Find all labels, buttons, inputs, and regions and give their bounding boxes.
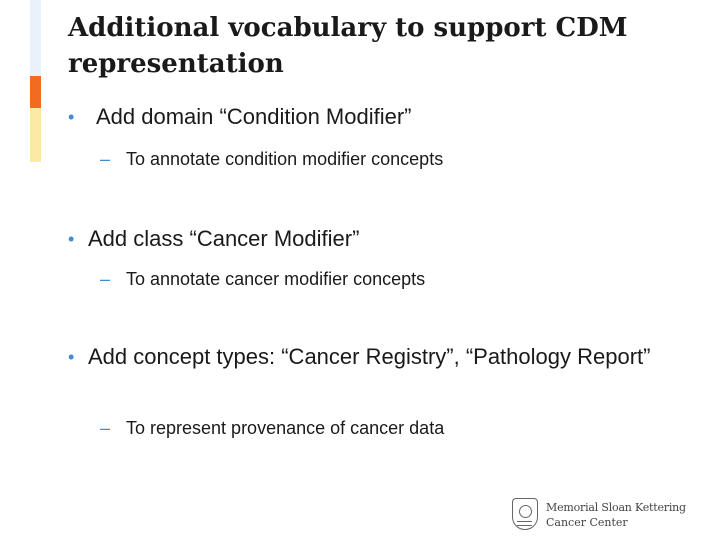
logo-name-line1: Memorial Sloan Kettering [546,501,686,514]
sub-bullet-item-1 [100,147,680,171]
bullet-text: Add concept types: “Cancer Registry”, “Pathology Report” [88,344,651,369]
accent-bar-middle [30,76,41,108]
sub-bullet-text: To annotate cancer modifier concepts [126,269,426,289]
msk-seal-icon [512,498,538,530]
bullet-item-3 [70,343,680,371]
logo-name-line2: Cancer Center [546,516,628,529]
sub-bullet-marker: – [100,269,111,289]
accent-bar-bottom [30,108,41,162]
sub-bullet-text: To annotate condition modifier concepts [126,149,444,169]
bullet-marker: • [68,347,75,367]
sub-bullet-text: To represent provenance of cancer data [126,418,445,438]
bullet-marker: • [68,107,75,127]
bullet-item-1 [70,103,680,131]
bullet-text: Add domain “Condition Modifier” [96,104,412,129]
sub-bullet-item-3 [100,416,680,440]
sub-bullet-marker: – [100,149,111,169]
bullet-marker: • [68,229,75,249]
sub-bullet-item-2 [100,267,680,291]
bullet-item-2 [70,225,680,253]
msk-logo [512,498,686,532]
sub-bullet-marker: – [100,418,111,438]
slide-title: Additional vocabulary to support CDM representation [68,13,628,79]
accent-bar-top [30,0,41,76]
bullet-text: Add class “Cancer Modifier” [88,226,360,251]
